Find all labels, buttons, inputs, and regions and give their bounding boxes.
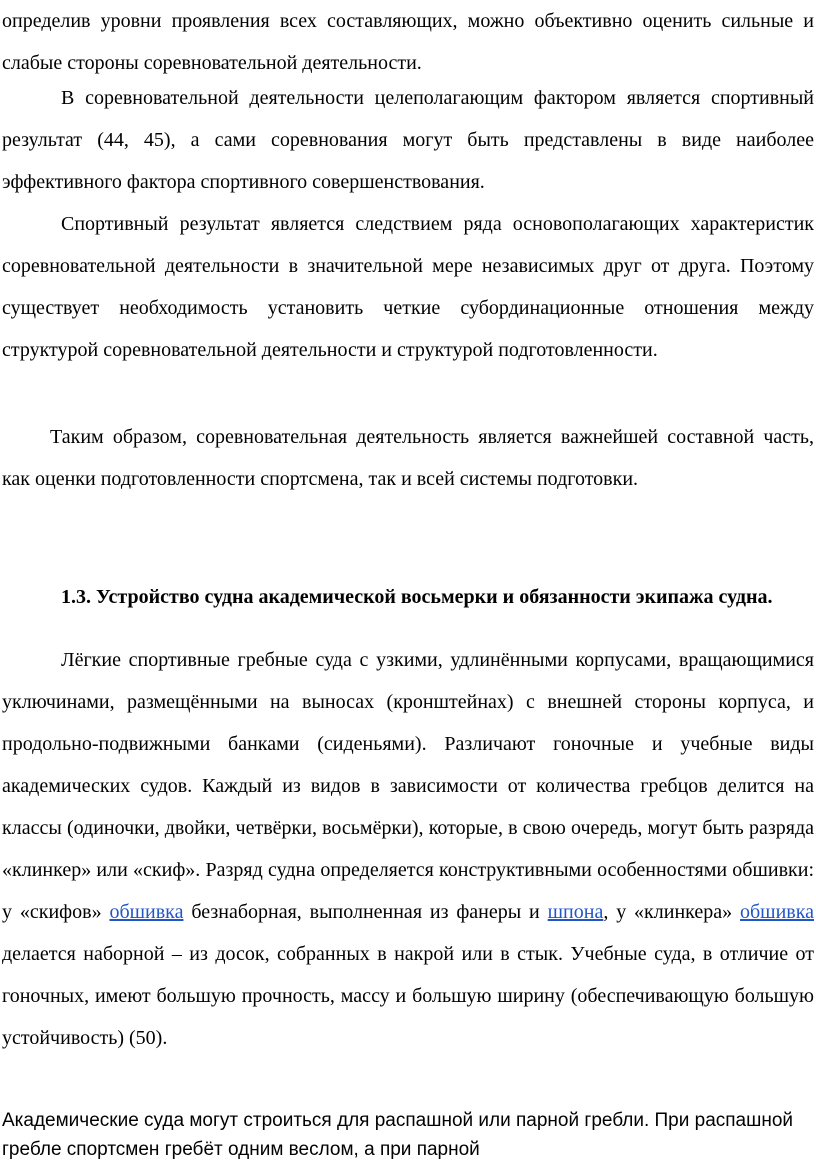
link-shpona[interactable]: шпона <box>547 901 604 923</box>
paragraph-boat-description <box>2 639 814 1059</box>
text-segment: делается наборной – из досок, собранных в накрой или в стык. Учебные суда, в отличие от гоночных, имеют большую прочность, массу и большую ширину (обеспечивающую большую устойчивость) (50). <box>2 943 814 1049</box>
paragraph-competition-goal: В соревновательной деятельности целеполагающим фактором является спортивный результат (44, 45), а сами соревнования могут быть представлены в виде наиболее эффективного фактора спортивного совершенствования. <box>2 87 814 193</box>
text-segment: Лёгкие спортивные гребные суда с узкими, удлинёнными корпусами, вращающимися уключинами, размещёнными на выносах (кронштейнах) с внешней стороны корпуса, и продольно-подвижными банками (сиденьями). Различают гоночные и учебные виды академических судов. Каждый из видов в зависимости от количества гребцов делится на классы (одиночки, двойки, четвёрки, восьмёрки), которые, в свою очередь, могут быть разряда «клинкер» или «скиф». Разряд судна определяется конструктивными особенностями обшивки: у «скифов» <box>2 649 814 923</box>
paragraph-sport-result: Спортивный результат является следствием ряда основополагающих характеристик соревновательной деятельности в значительной мере независимых друг от друга. Поэтому существует необходимость установить четкие субординационные отношения между структурой соревновательной деятельности и структурой подготовленности. <box>2 213 814 361</box>
link-obshivka-2[interactable]: обшивка <box>740 901 815 923</box>
paragraph-rowing-types: Академические суда могут строиться для распашной или парной гребли. При распашной гребле спортсмен гребёт одним веслом, а при парной <box>2 1110 794 1160</box>
text-segment: безнаборная, выполненная из фанеры и <box>183 901 548 923</box>
paragraph-conclusion: Таким образом, соревновательная деятельность является важнейшей составной часть, как оценки подготовленности спортсмена, так и всей системы подготовки. <box>2 426 814 490</box>
link-obshivka-1[interactable]: обшивка <box>109 901 184 923</box>
section-heading: 1.3. Устройство судна академической восьмерки и обязанности экипажа судна. <box>61 586 773 608</box>
text-segment: , у «клинкера» <box>603 901 740 923</box>
paragraph-continuation: определив уровни проявления всех составляющих, можно объективно оценить сильные и слабые стороны соревновательной деятельности. <box>2 10 814 74</box>
